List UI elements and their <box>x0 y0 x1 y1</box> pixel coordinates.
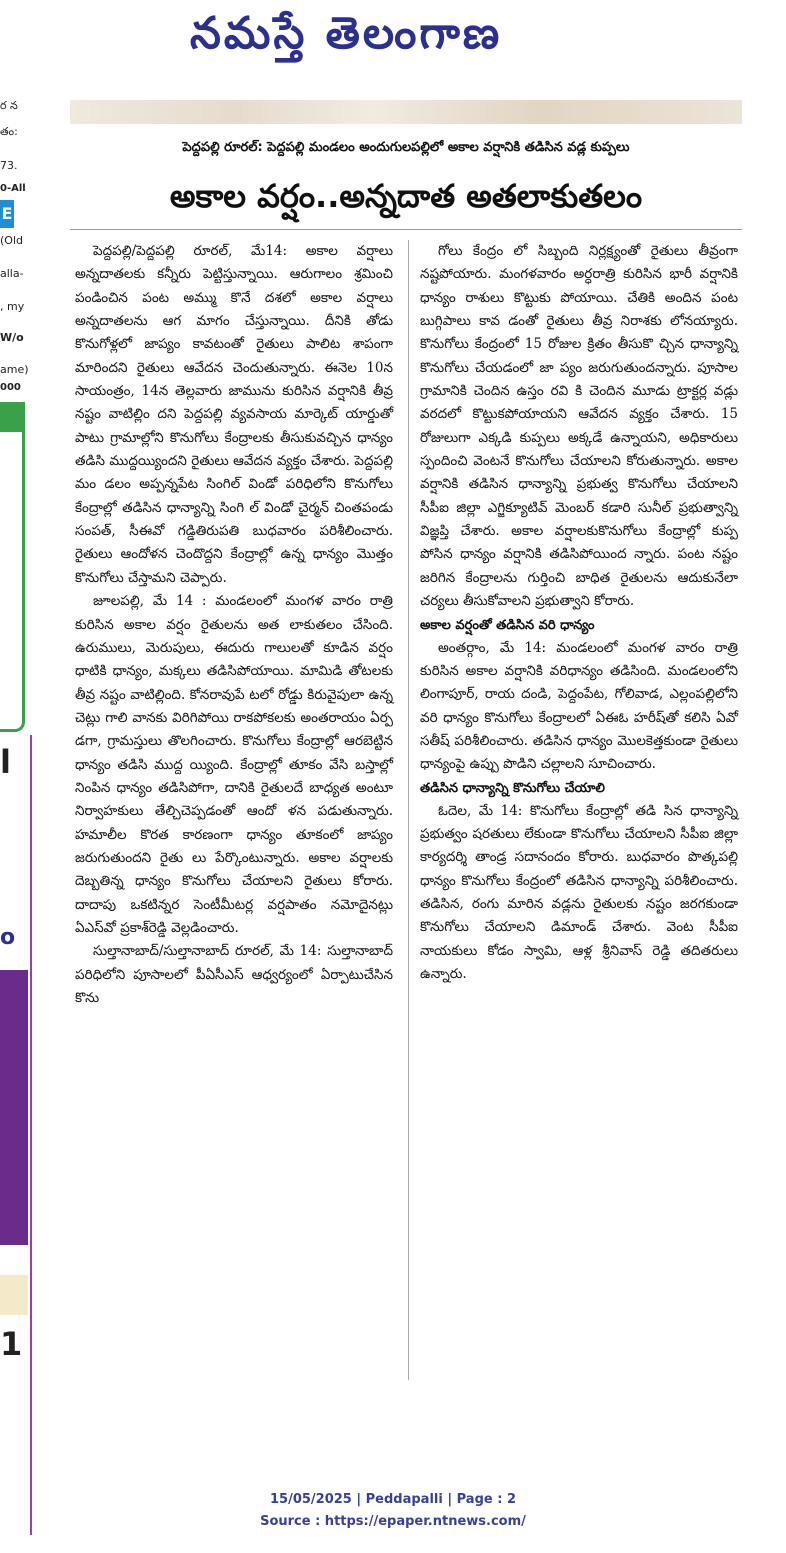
fragment-text: తం: <box>0 125 18 138</box>
article-paragraph: ఓదెల, మే 14: కొనుగోలు కేంద్రాల్లో తడి సిన ధాన్యాన్ని ప్రభుత్వం షరతులు లేకుండా కొనుగోలు చేయాలని సీపీఐ జిల్లా కార్యదర్శి తాండ్ర సదానందం కోరారు. బుధవారం పొత్కపల్లి ధాన్యం కొనుగోలు కేంద్రంలో తడిసిన ధాన్యాన్ని పరిశీలించారు. తడిసిన, రంగు మారిన వడ్లను రైతులకు నష్టం జరగకుండా కొనుగోలు చేయాలని డిమాండ్ చేశారు. వెంట సీపీఐ నాయకులు కోడం స్వామి, ఆళ్ల శ్రీనివాస్ రెడ్డి తదితరులు ఉన్నారు. <box>420 802 738 982</box>
adjacent-ad-strip <box>0 735 32 1535</box>
purple-ad-panel <box>0 970 28 1245</box>
article-paragraph: సుల్తానాబాద్/సుల్తానాబాద్ రూరల్, మే 14: సుల్తానాబాద్ పరిధిలోని పూసాలలో పీఏసీఎస్ ఆధ్వర్యంలో ఏర్పాటుచేసిన కొను <box>75 943 393 1006</box>
article-column-right <box>420 240 738 986</box>
green-ad-box <box>0 402 25 732</box>
article-paragraph: పెద్దపల్లి/పెద్దపల్లి రూరల్, మే14: అకాల వర్షాలు అన్నదాతలకు కన్నీరు పెట్టిస్తున్నాయి. ఆరుగాలం శ్రమించి పండించిన పంట అమ్ము కొనే దశలో అకాల వర్షాలు అన్నదాతలను ఆగ మాగం చేస్తున్నాయి. దీనికి తోడు కొనుగోళ్లలో జాప్యం కావటంతో రైతులు పాలిట శాపంగా మారిందని రైతులు ఆవేదన చెందుతున్నారు. ఈనెల 10న సాయంత్రం, 14న తెల్లవారు జామును కురిసిన వర్షానికి తీవ్ర నష్టం వాటిల్లిం దని పెద్దపల్లి వ్యవసాయ మార్కెట్ యార్డుతో పాటు గ్రామాల్లోని కొనుగోలు కేంద్రాలకు తీసుకువచ్చిన ధాన్యం తడిసి ముద్దయ్యిందని రైతులు ఆవేదన వ్యక్తం చేశారు. పెద్దపల్లి మం డలం అప్పన్నపేట సింగిల్ విండో పరిధిలోని కొనుగోలు కేంద్రాల్లో తడిసిన ధాన్యాన్ని సింగి ల్ విండో చైర్మన్ చింతపండు సంపత్, సీఈవో గడ్డితిరుపతి బుధవారం పరిశీలించారు. రైతులు ఆందోళన చెందొద్దని కేంద్రాల్లో ఉన్న ధాన్యం మొత్తం కొనుగోలు చేస్తామని చెప్పారు. <box>75 243 393 586</box>
fragment-text: (Old <box>0 234 23 247</box>
fragment-text: , my <box>0 300 25 313</box>
fragment-text: 000 <box>0 382 21 393</box>
ad-glyph: o <box>0 925 16 950</box>
column-divider <box>408 240 409 1380</box>
sub-headline: తడిసిన ధాన్యాన్ని కొనుగోలు చేయాలి <box>420 780 605 796</box>
masthead-logo <box>190 8 600 78</box>
footer-source-line: Source : https://epaper.ntnews.com/ <box>260 1514 526 1529</box>
blue-ad-tag: E <box>0 200 14 228</box>
fragment-text: 73. <box>0 159 18 172</box>
fragment-text: alla- <box>0 267 24 280</box>
article-photo <box>70 100 742 124</box>
fragment-text: 0-All <box>0 183 26 194</box>
article-paragraph: జూలపల్లి, మే 14 : మండలంలో మంగళ వారం రాత్రి కురిసిన అకాల వర్షం రైతులను అత లాకుతలం చేసింది. ఉరుములు, మెరుపులు, ఈదురు గాలులతో కూడిన వర్షం ధాటికి ధాన్యం, మక్కలు తడిసిపోయాయి. మామిడి తోటలకు తీవ్ర నష్టం వాటిల్లింది. కోనరావుపే టలో రోడ్డు కిరువైపులా ఉన్న చెట్లు గాలి వానకు విరిగిపోయి రాకపోకలకు అంతరాయం ఏర్ప డగా, గ్రామస్తులు తొలగించారు. కొనుగోలు కేంద్రాల్లో ఆరబెట్టిన ధాన్యం తడిసి ముద్ద య్యింది. కేంద్రాల్లో తూకం వేసి బస్తాల్లో నింపిన ధాన్యం తడిసిపోగా, దానికి రైతులదే బాధ్యత అంటూ నిర్వాహకులు తేల్చిచెప్పడంతో ఆందో ళన పడుతున్నారు. హమాలీల కొరత కారణంగా ధాన్యం తూకంలో జాప్యం జరుగుతుందని రైతు లు పేర్కొంటున్నారు. అకాల వర్షాలకు దెబ్బతిన్న ధాన్యం కొనుగోలు చేయాలని రైతులు కోరారు. దాదాపు ఒకటిన్నర సెంటీమీటర్ల వర్షపాతం నమోదైనట్లు ఏఎస్‌వో ప్రకాశ్‌రెడ్డి వెల్లడించారు. <box>75 593 393 936</box>
sub-headline: అకాల వర్షంతో తడిసిన వరి ధాన్యం <box>420 617 595 633</box>
article-paragraph: అంతర్గాం, మే 14: మండలంలో మంగళ వారం రాత్రి కురిసిన అకాల వర్షానికి వరిధాన్యం తడిసింది. మండలంలోని లింగాపూర్, రాయ దండి, పెద్దంపేట, గోలివాడ, ఎల్లంపల్లిలోని వరి ధాన్యం కొనుగోలు కేంద్రాలలో ఏఈఓ హరీష్‌తో కలిసి ఏవో సతీష్ పరిశీలించారు. తడిసిన ధాన్యం మొలకెత్తకుండా రైతులు ధాన్యంపై ఉప్పు పొడిని చల్లాలని సూచించారు. <box>420 639 738 773</box>
article-paragraph: గోలు కేంద్రం లో సిబ్బంది నిర్లక్ష్యంతో రైతులు తీవ్రంగా నష్టపోయారు. మంగళవారం అర్ధరాత్రి కురిసిన భారీ వర్షానికి ధాన్యం రాశులు కొట్టుకు పోయాయి. చేతికి అందిన పంట బుగ్గిపాలు కావ డంతో రైతులు తీవ్ర నిరాశకు లోనయ్యారు. కొనుగోలు కేంద్రంలో 15 రోజుల క్రితం తీసుకొ చ్చిన ధాన్యాన్ని కొనుగోలు చేయడంలో జా ప్యం జరుగుతుందన్నారు. పూసాల గ్రామానికి చెందిన ఉస్తం రవి కి చెందిన మూడు ట్రాక్టర్ల వడ్లు వరదలో కొట్టుకపోయాయని ఆవేదన వ్యక్తం చేశారు. 15 రోజులుగా ఎక్కడి కుప్పలు అక్కడే ఉన్నాయని, అధికారులు స్పందించి వెంటనే కొనుగోలు చేయాలని కోరుతున్నారు. అకాల వర్షానికి తడిసిన ధాన్యాన్ని ప్రభుత్వ కొనుగోలు చేయాలని సీపీఐ జిల్లా ఎగ్జిక్యూటివ్ మెంబర్ కడారి సునీల్ ప్రభుత్వాన్ని విజ్ఞప్తి చేశారు. అకాల వర్షాలకుకొనుగోలు కేంద్రాల్లో కుప్ప పోసిన ధాన్యం వర్షానికి తడిసిపోయింద న్నారు. పంట నష్టం జరిగిన కేంద్రాలను గుర్తించి బాధిత రైతులను ఆదుకునేలా చర్యలు తీసుకోవాలని ప్రభుత్వాని కోరారు. <box>420 243 738 610</box>
article-headline: అకాల వర్షం..అన్నదాత అతలాకుతలం <box>169 177 643 215</box>
footer-date-line: 15/05/2025 | Peddapalli | Page : 2 <box>269 1492 516 1507</box>
photo-caption: పెద్దపల్లి రూరల్: పెద్దపల్లి మండలం అందుగులపల్లిలో అకాల వర్షానికి తడిసిన వడ్ల కుప్పలు <box>182 140 630 155</box>
headline-divider <box>70 229 742 230</box>
masthead-title: నమస్తే తెలంగాణ <box>190 8 503 59</box>
ad-glyph: l <box>0 743 11 781</box>
fragment-text: ర న <box>0 99 18 112</box>
fragment-text: W/o <box>0 331 24 344</box>
ad-glyph: 1 <box>0 1325 23 1363</box>
fragment-text: ame) <box>0 363 29 376</box>
article-column-left <box>75 240 393 1010</box>
cream-ad-panel <box>0 1275 28 1315</box>
